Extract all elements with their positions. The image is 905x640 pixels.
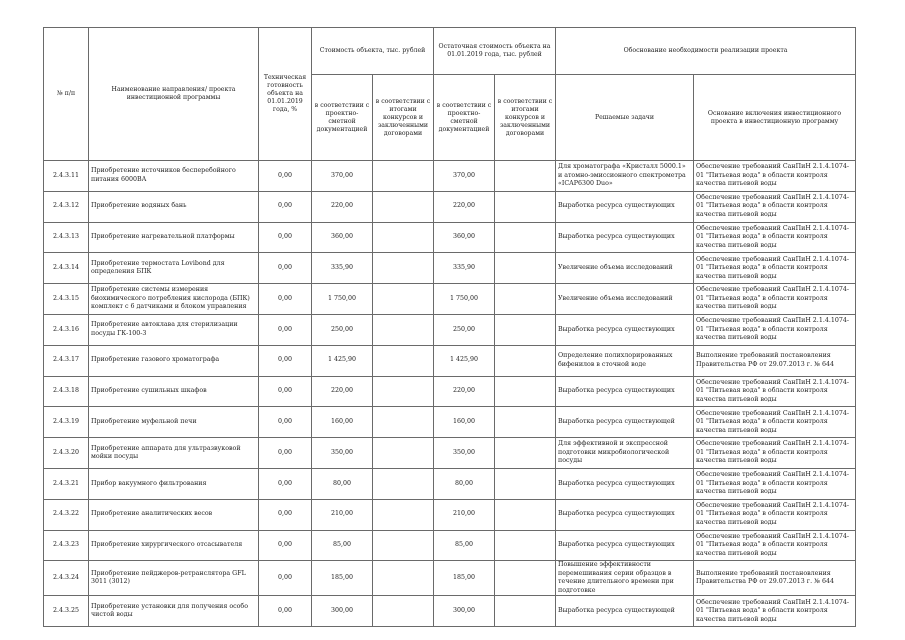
header-remain-group: Остаточная стоимость объекта на 01.01.2019 года, тыс. рублей	[434, 28, 556, 75]
header-tasks: Решаемые задачи	[556, 75, 694, 161]
readiness-percent: 0,00	[259, 284, 312, 315]
remaining-cost-design: 85,00	[434, 530, 495, 561]
remaining-cost-design: 1 750,00	[434, 284, 495, 315]
cost-design: 335,90	[312, 253, 373, 284]
inclusion-basis: Обеспечение требований СанПиН 2.1.4.1074-01 "Питьевая вода" в области контроля качества питьевой воды	[694, 191, 856, 222]
readiness-percent: 0,00	[259, 438, 312, 469]
project-name: Приобретение автоклава для стерилизации посуды ГК-100-3	[89, 314, 259, 345]
inclusion-basis: Выполнение требований постановления Правительства РФ от 29.07.2013 г. № 644	[694, 345, 856, 376]
task-description: Увеличение объема исследований	[556, 284, 694, 315]
header-cost-contracts: в соответствии с итогами конкурсов и заключенными договорами	[373, 75, 434, 161]
header-justification-group: Обоснование необходимости реализации проекта	[556, 28, 856, 75]
remaining-cost-design: 210,00	[434, 499, 495, 530]
remaining-cost-contracts	[495, 438, 556, 469]
remaining-cost-contracts	[495, 468, 556, 499]
remaining-cost-design: 350,00	[434, 438, 495, 469]
remaining-cost-contracts	[495, 222, 556, 253]
header-remain-contracts: в соответствии с итогами конкурсов и заключенными договорами	[495, 75, 556, 161]
inclusion-basis: Обеспечение требований СанПиН 2.1.4.1074-01 "Питьевая вода" в области контроля качества питьевой воды	[694, 468, 856, 499]
project-name: Приобретение источников бесперебойного питания 6000ВА	[89, 161, 259, 192]
row-number: 2.4.3.14	[44, 253, 89, 284]
readiness-percent: 0,00	[259, 468, 312, 499]
remaining-cost-contracts	[495, 530, 556, 561]
readiness-percent: 0,00	[259, 530, 312, 561]
inclusion-basis: Обеспечение требований СанПиН 2.1.4.1074-01 "Питьевая вода" в области контроля качества питьевой воды	[694, 222, 856, 253]
header-name: Наименование направления/ проекта инвестиционной программы	[89, 28, 259, 161]
cost-contracts	[373, 407, 434, 438]
remaining-cost-contracts	[495, 161, 556, 192]
readiness-percent: 0,00	[259, 222, 312, 253]
project-name: Приобретение сушильных шкафов	[89, 376, 259, 407]
cost-contracts	[373, 438, 434, 469]
cost-contracts	[373, 253, 434, 284]
task-description: Выработка ресурса существующей	[556, 407, 694, 438]
readiness-percent: 0,00	[259, 161, 312, 192]
inclusion-basis: Выполнение требований постановления Правительства РФ от 29.07.2013 г. № 644	[694, 561, 856, 596]
remaining-cost-design: 1 425,90	[434, 345, 495, 376]
row-number: 2.4.3.11	[44, 161, 89, 192]
remaining-cost-design: 370,00	[434, 161, 495, 192]
remaining-cost-contracts	[495, 376, 556, 407]
table-row	[44, 561, 856, 596]
readiness-percent: 0,00	[259, 345, 312, 376]
cost-contracts	[373, 314, 434, 345]
row-number: 2.4.3.21	[44, 468, 89, 499]
cost-design: 185,00	[312, 561, 373, 596]
project-name: Приобретение системы измерения биохимического потребления кислорода (БПК) комплект с 6 датчиками и блоком управления	[89, 284, 259, 315]
cost-design: 370,00	[312, 161, 373, 192]
row-number: 2.4.3.25	[44, 596, 89, 627]
table-row	[44, 407, 856, 438]
row-number: 2.4.3.22	[44, 499, 89, 530]
cost-design: 360,00	[312, 222, 373, 253]
row-number: 2.4.3.19	[44, 407, 89, 438]
inclusion-basis: Обеспечение требований СанПиН 2.1.4.1074-01 "Питьевая вода" в области контроля качества питьевой воды	[694, 253, 856, 284]
cost-design: 220,00	[312, 191, 373, 222]
project-name: Приобретение пейджеров-ретранслятора GFL 3011 (3012)	[89, 561, 259, 596]
cost-design: 85,00	[312, 530, 373, 561]
row-number: 2.4.3.16	[44, 314, 89, 345]
remaining-cost-contracts	[495, 345, 556, 376]
project-name: Приобретение хирургического отсасывателя	[89, 530, 259, 561]
table-row	[44, 222, 856, 253]
cost-design: 210,00	[312, 499, 373, 530]
table-row	[44, 345, 856, 376]
project-name: Прибор вакуумного фильтрования	[89, 468, 259, 499]
task-description: Выработка ресурса существующих	[556, 376, 694, 407]
task-description: Выработка ресурса существующей	[556, 596, 694, 627]
header-basis: Основание включения инвестиционного проекта в инвестиционную программу	[694, 75, 856, 161]
project-name: Приобретение термостата Lovibond для определения БПК	[89, 253, 259, 284]
project-name: Приобретение установки для получения особо чистой воды	[89, 596, 259, 627]
readiness-percent: 0,00	[259, 596, 312, 627]
task-description: Выработка ресурса существующих	[556, 191, 694, 222]
task-description: Выработка ресурса существующих	[556, 222, 694, 253]
cost-design: 250,00	[312, 314, 373, 345]
cost-contracts	[373, 161, 434, 192]
table-row	[44, 284, 856, 315]
inclusion-basis: Обеспечение требований СанПиН 2.1.4.1074-01 "Питьевая вода" в области контроля качества питьевой воды	[694, 376, 856, 407]
table-row	[44, 253, 856, 284]
cost-design: 220,00	[312, 376, 373, 407]
readiness-percent: 0,00	[259, 499, 312, 530]
remaining-cost-design: 360,00	[434, 222, 495, 253]
remaining-cost-design: 220,00	[434, 376, 495, 407]
row-number: 2.4.3.24	[44, 561, 89, 596]
inclusion-basis: Обеспечение требований СанПиН 2.1.4.1074-01 "Питьевая вода" в области контроля качества питьевой воды	[694, 596, 856, 627]
table-row	[44, 191, 856, 222]
row-number: 2.4.3.18	[44, 376, 89, 407]
row-number: 2.4.3.23	[44, 530, 89, 561]
task-description: Для эффективной и экспрессной подготовки микробиологической посуды	[556, 438, 694, 469]
project-name: Приобретение аппарата для ультразвуковой мойки посуды	[89, 438, 259, 469]
remaining-cost-contracts	[495, 407, 556, 438]
table-header	[44, 28, 856, 161]
remaining-cost-contracts	[495, 596, 556, 627]
remaining-cost-design: 250,00	[434, 314, 495, 345]
readiness-percent: 0,00	[259, 376, 312, 407]
inclusion-basis: Обеспечение требований СанПиН 2.1.4.1074-01 "Питьевая вода" в области контроля качества питьевой воды	[694, 530, 856, 561]
cost-design: 160,00	[312, 407, 373, 438]
cost-contracts	[373, 284, 434, 315]
row-number: 2.4.3.13	[44, 222, 89, 253]
inclusion-basis: Обеспечение требований СанПиН 2.1.4.1074-01 "Питьевая вода" в области контроля качества питьевой воды	[694, 314, 856, 345]
readiness-percent: 0,00	[259, 191, 312, 222]
inclusion-basis: Обеспечение требований СанПиН 2.1.4.1074-01 "Питьевая вода" в области контроля качества питьевой воды	[694, 161, 856, 192]
table-row	[44, 314, 856, 345]
readiness-percent: 0,00	[259, 253, 312, 284]
cost-contracts	[373, 376, 434, 407]
cost-design: 350,00	[312, 438, 373, 469]
cost-contracts	[373, 468, 434, 499]
remaining-cost-design: 160,00	[434, 407, 495, 438]
header-remain-design: в соответствии с проектно-сметной документацией	[434, 75, 495, 161]
table-row	[44, 161, 856, 192]
table-row	[44, 596, 856, 627]
remaining-cost-contracts	[495, 284, 556, 315]
readiness-percent: 0,00	[259, 561, 312, 596]
task-description: Определение полихлорированных бифенилов в сточной воде	[556, 345, 694, 376]
project-name: Приобретение нагревательной платформы	[89, 222, 259, 253]
cost-contracts	[373, 222, 434, 253]
task-description: Выработка ресурса существующих	[556, 530, 694, 561]
remaining-cost-contracts	[495, 253, 556, 284]
investment-program-table	[43, 27, 856, 627]
cost-contracts	[373, 596, 434, 627]
readiness-percent: 0,00	[259, 314, 312, 345]
cost-design: 1 750,00	[312, 284, 373, 315]
table-row	[44, 499, 856, 530]
header-cost-group: Стоимость объекта, тыс. рублей	[312, 28, 434, 75]
row-number: 2.4.3.20	[44, 438, 89, 469]
remaining-cost-contracts	[495, 314, 556, 345]
task-description: Для хроматографа «Кристалл 5000.1» и атомно-эмиссионного спектрометра «ICAP6300 Duo»	[556, 161, 694, 192]
cost-contracts	[373, 499, 434, 530]
cost-contracts	[373, 530, 434, 561]
inclusion-basis: Обеспечение требований СанПиН 2.1.4.1074-01 "Питьевая вода" в области контроля качества питьевой воды	[694, 438, 856, 469]
row-number: 2.4.3.12	[44, 191, 89, 222]
task-description: Выработка ресурса существующих	[556, 468, 694, 499]
table-row	[44, 438, 856, 469]
project-name: Приобретение водяных бань	[89, 191, 259, 222]
remaining-cost-design: 185,00	[434, 561, 495, 596]
remaining-cost-design: 335,90	[434, 253, 495, 284]
task-description: Повышение эффективности перемешивания серии образцов в течение длительного времени при подготовке	[556, 561, 694, 596]
table-row	[44, 376, 856, 407]
cost-design: 1 425,90	[312, 345, 373, 376]
header-num: № п/п	[44, 28, 89, 161]
row-number: 2.4.3.17	[44, 345, 89, 376]
header-readiness: Техническая готовность объекта на 01.01.2019 года, %	[259, 28, 312, 161]
remaining-cost-design: 300,00	[434, 596, 495, 627]
cost-design: 300,00	[312, 596, 373, 627]
cost-contracts	[373, 345, 434, 376]
cost-contracts	[373, 561, 434, 596]
cost-contracts	[373, 191, 434, 222]
readiness-percent: 0,00	[259, 407, 312, 438]
inclusion-basis: Обеспечение требований СанПиН 2.1.4.1074-01 "Питьевая вода" в области контроля качества питьевой воды	[694, 499, 856, 530]
table-row	[44, 530, 856, 561]
cost-design: 80,00	[312, 468, 373, 499]
table-row	[44, 468, 856, 499]
task-description: Увеличение объема исследований	[556, 253, 694, 284]
remaining-cost-design: 80,00	[434, 468, 495, 499]
task-description: Выработка ресурса существующих	[556, 314, 694, 345]
header-cost-design: в соответствии с проектно-сметной документацией	[312, 75, 373, 161]
inclusion-basis: Обеспечение требований СанПиН 2.1.4.1074-01 "Питьевая вода" в области контроля качества питьевой воды	[694, 407, 856, 438]
project-name: Приобретение аналитических весов	[89, 499, 259, 530]
task-description: Выработка ресурса существующих	[556, 499, 694, 530]
project-name: Приобретение газового хроматографа	[89, 345, 259, 376]
table-body	[44, 161, 856, 627]
remaining-cost-design: 220,00	[434, 191, 495, 222]
remaining-cost-contracts	[495, 191, 556, 222]
inclusion-basis: Обеспечение требований СанПиН 2.1.4.1074-01 "Питьевая вода" в области контроля качества питьевой воды	[694, 284, 856, 315]
row-number: 2.4.3.15	[44, 284, 89, 315]
remaining-cost-contracts	[495, 499, 556, 530]
project-name: Приобретение муфельной печи	[89, 407, 259, 438]
remaining-cost-contracts	[495, 561, 556, 596]
